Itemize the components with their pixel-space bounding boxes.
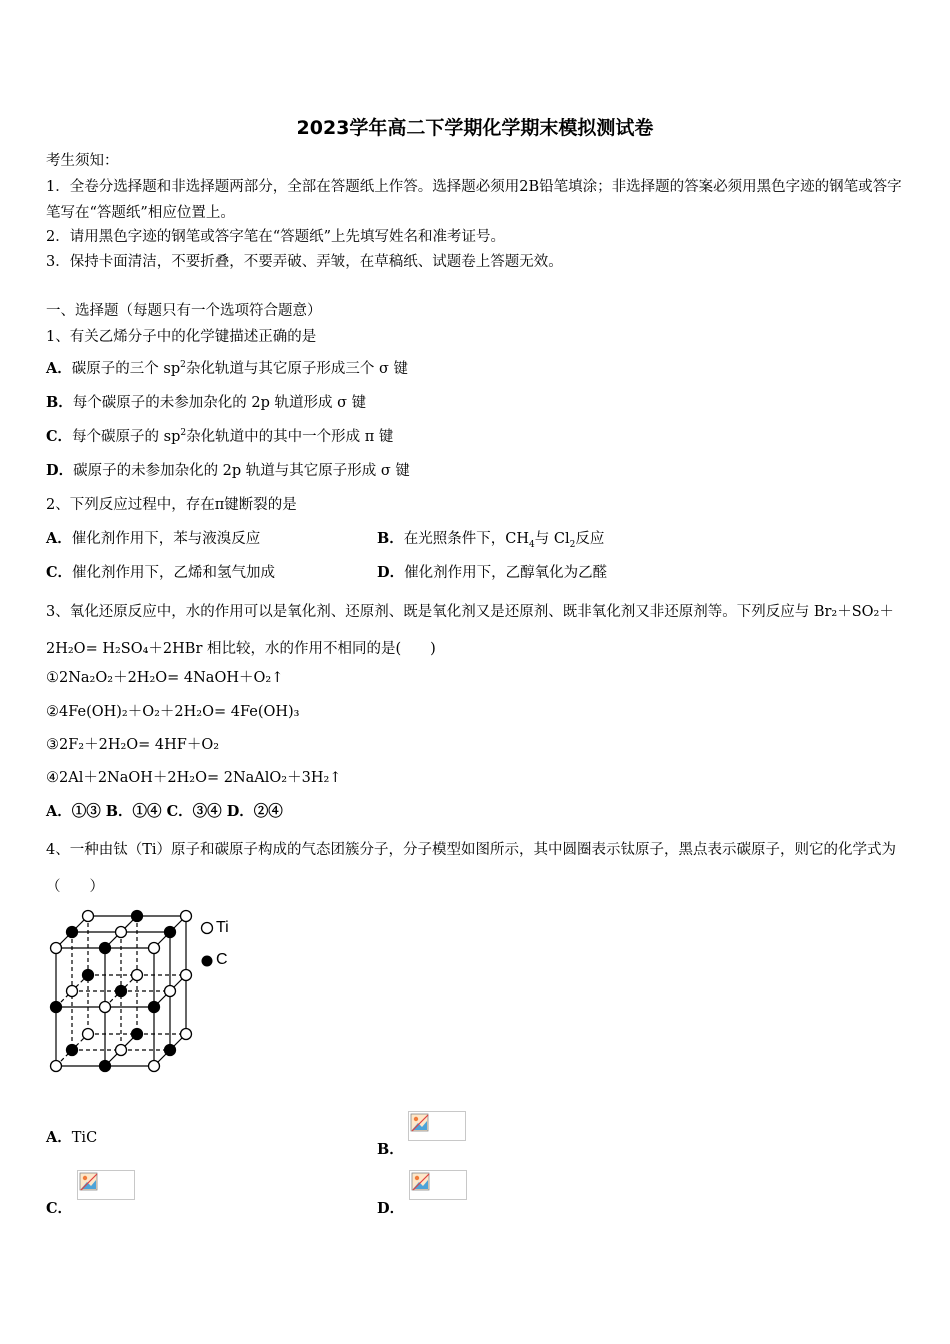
q2-option-a — [46, 530, 260, 548]
ti-c-cluster-diagram — [40, 908, 200, 1078]
q1-stem: 1、有关乙烯分子中的化学键描述正确的是 — [46, 329, 317, 345]
option-text: 每个碳原子的未参加杂化的 2p 轨道形成 σ 键 — [72, 395, 367, 411]
option-text: TiC — [71, 1130, 98, 1146]
q2-option-d — [377, 564, 607, 582]
q1-option-a — [46, 360, 408, 378]
q1-option-c — [46, 428, 393, 446]
q3-reaction-3: ③2F₂＋2H₂O= 4HF＋O₂ — [46, 737, 220, 753]
broken-image-icon — [409, 1170, 467, 1200]
q4-option-a — [46, 1129, 97, 1147]
q4-option-c — [46, 1170, 135, 1217]
q2-option-b — [377, 530, 604, 548]
q3-stem: 3、氧化还原反应中，水的作用可以是氧化剂、还原剂、既是氧化剂又是还原剂、既非氧化剂又非还原剂等。下列反应与 Br₂＋SO₂＋2H₂O= H₂SO₄＋2HBr 相比较，水的作用不相同的是( ) — [46, 604, 894, 657]
option-text: 每个碳原子的 sp — [72, 429, 181, 445]
option-label: D． — [46, 462, 74, 479]
option-label: C． — [46, 564, 73, 581]
q4-stem: 4、一种由钛（Ti）原子和碳原子构成的气态团簇分子，分子模型如图所示，其中圆圈表示钛原子，黑点表示碳原子，则它的化学式为 （ ） — [46, 842, 897, 895]
option-text: 催化剂作用下，乙醇氧化为乙醛 — [404, 565, 608, 581]
option-text: 与 Cl — [534, 531, 570, 547]
notice-item-2: 2．请用黑色字迹的钢笔或答字笔在“答题纸”上先填写姓名和准考证号。 — [46, 229, 506, 245]
q3-reaction-2: ②4Fe(OH)₂＋O₂＋2H₂O= 4Fe(OH)₃ — [46, 704, 300, 720]
option-label: A． — [46, 360, 72, 377]
c-legend-icon — [200, 954, 214, 968]
option-label: C． — [46, 1200, 73, 1217]
ti-legend-label: Ti — [216, 919, 229, 936]
q1-option-d — [46, 462, 410, 480]
notice-heading: 考生须知： — [46, 153, 119, 169]
option-label: A． — [46, 530, 72, 547]
option-text: 碳原子的三个 sp — [71, 361, 181, 377]
option-text: 反应 — [575, 531, 605, 547]
q4-option-b — [377, 1111, 466, 1158]
q2-stem: 2、下列反应过程中，存在π键断裂的是 — [46, 497, 297, 513]
option-text: 杂化轨道中的其中一个形成 π 键 — [186, 429, 394, 445]
option-label: B． — [46, 394, 73, 411]
superscript: 2 — [180, 360, 186, 371]
option-label: D． — [377, 564, 405, 581]
q3-reaction-4: ④2Al＋2NaOH＋2H₂O= 2NaAlO₂＋3H₂↑ — [46, 770, 342, 786]
option-label: A． — [46, 1129, 72, 1146]
notice-item-1: 1．全卷分选择题和非选择题两部分，全部在答题纸上作答。选择题必须用2B铅笔填涂；非选择题的答案必须用黑色字迹的钢笔或答字笔写在“答题纸”相应位置上。 — [46, 179, 902, 221]
option-text: 催化剂作用下，苯与液溴反应 — [71, 531, 261, 547]
subscript: 4 — [529, 539, 535, 550]
q2-option-c — [46, 564, 275, 582]
option-text: 催化剂作用下，乙烯和氢气加成 — [72, 565, 276, 581]
section-heading: 一、选择题（每题只有一个选项符合题意） — [46, 303, 322, 319]
subscript: 2 — [569, 539, 576, 550]
broken-image-icon — [77, 1170, 135, 1200]
q3-options: A．①③ B．①④ C．③④ D．②④ — [46, 803, 283, 820]
superscript: 2 — [180, 428, 187, 439]
q3-reaction-1: ①2Na₂O₂＋2H₂O= 4NaOH＋O₂↑ — [46, 670, 284, 686]
option-label: D． — [377, 1200, 405, 1217]
page-title: 2023学年高二下学期化学期末模拟测试卷 — [296, 117, 654, 139]
c-legend-label: C — [216, 951, 228, 968]
ti-legend-icon — [200, 921, 214, 935]
option-text: 杂化轨道与其它原子形成三个 σ 键 — [185, 361, 408, 377]
q4-option-d — [377, 1170, 467, 1217]
q1-option-b — [46, 394, 366, 412]
option-text: 在光照条件下，CH — [403, 531, 530, 547]
option-text: 碳原子的未参加杂化的 2p 轨道与其它原子形成 σ 键 — [73, 463, 410, 479]
option-label: C． — [46, 428, 73, 445]
notice-item-3: 3．保持卡面清洁，不要折叠，不要弄破、弄皱，在草稿纸、试题卷上答题无效。 — [46, 254, 563, 270]
broken-image-icon — [408, 1111, 466, 1141]
option-label: B． — [377, 1141, 404, 1158]
option-label: B． — [377, 530, 404, 547]
